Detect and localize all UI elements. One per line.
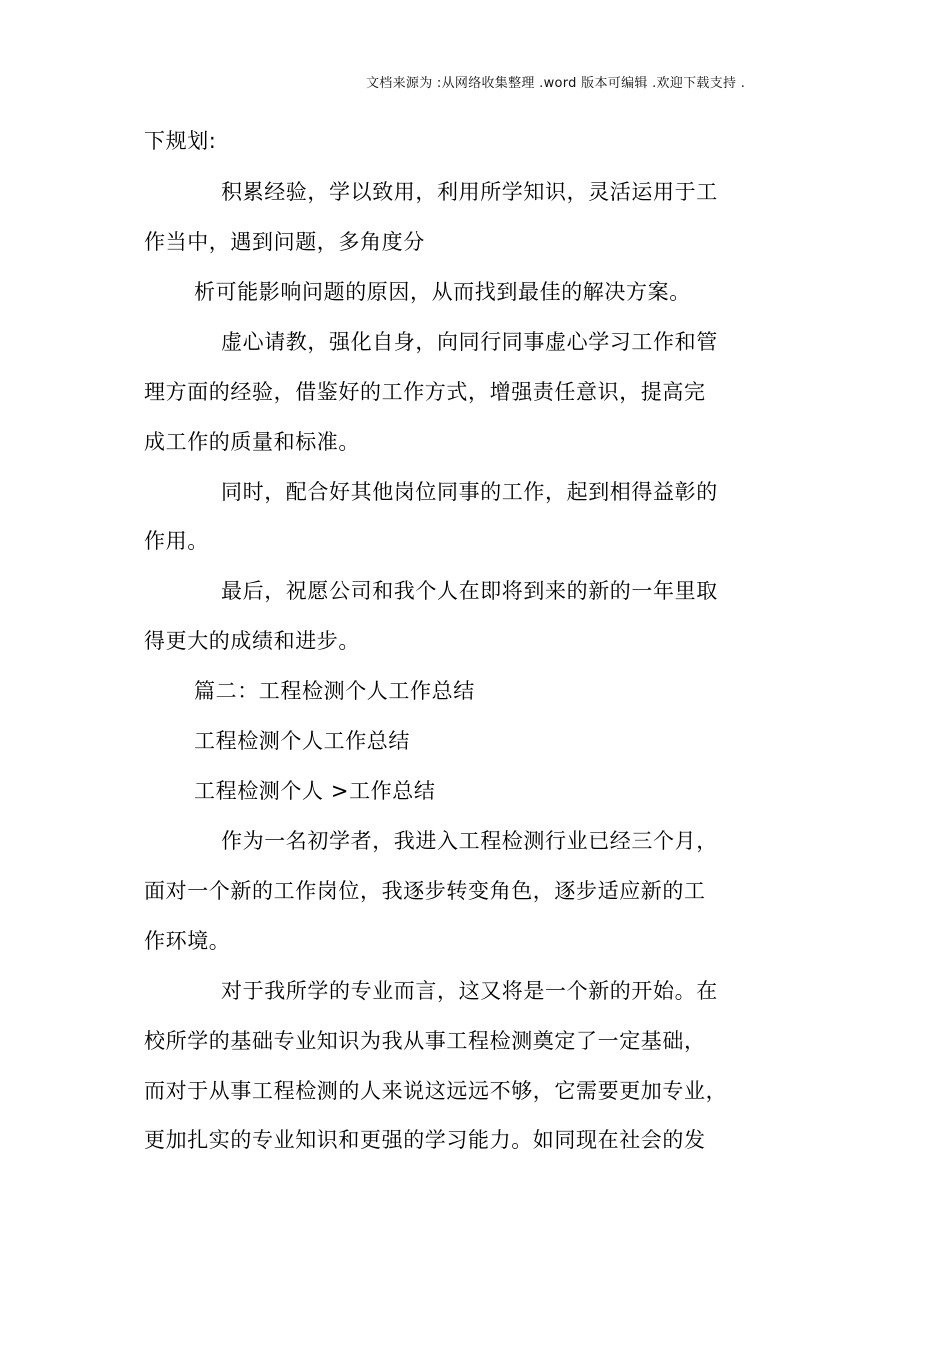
text-line: 作为一名初学者，我进入工程检测行业已经三个月， xyxy=(221,829,718,853)
document-source-note: 文档来源为 :从网络收集整理 .word 版本可编辑 .欢迎下载支持 . xyxy=(366,76,746,91)
text-line: 积累经验，学以致用，利用所学知识，灵活运用于工 xyxy=(221,180,718,204)
section-heading: 篇二：工程检测个人工作总结 xyxy=(194,679,475,703)
text-line: 同时，配合好其他岗位同事的工作，起到相得益彰的 xyxy=(221,480,718,504)
text-line: 面对一个新的工作岗位，我逐步转变角色，逐步适应新的工 xyxy=(144,879,706,903)
text-line: 析可能影响问题的原因，从而找到最佳的解决方案。 xyxy=(194,280,691,304)
text-line: 作环境。 xyxy=(144,929,231,953)
text-line: 对于我所学的专业而言，这又将是一个新的开始。在 xyxy=(221,979,718,1003)
text-line: 作当中，遇到问题，多角度分 xyxy=(144,230,425,254)
text-line: 最后，祝愿公司和我个人在即将到来的新的一年里取 xyxy=(221,579,718,603)
document-subtitle: 工程检测个人 >工作总结 xyxy=(194,779,436,803)
text-line: 更加扎实的专业知识和更强的学习能力。如同现在社会的发 xyxy=(144,1128,706,1152)
text-line: 成工作的质量和标准。 xyxy=(144,430,360,454)
text-line: 理方面的经验，借鉴好的工作方式，增强责任意识，提高完 xyxy=(144,380,706,404)
text-line: 而对于从事工程检测的人来说这远远不够，它需要更加专业， xyxy=(144,1079,728,1103)
text-line: 虚心请教，强化自身，向同行同事虚心学习工作和管 xyxy=(221,330,718,354)
document-title: 工程检测个人工作总结 xyxy=(194,729,410,753)
text-line: 校所学的基础专业知识为我从事工程检测奠定了一定基础， xyxy=(144,1029,706,1053)
text-line: 作用。 xyxy=(144,529,209,553)
text-line: 下规划: xyxy=(144,129,217,153)
text-line: 得更大的成绩和进步。 xyxy=(144,629,360,653)
